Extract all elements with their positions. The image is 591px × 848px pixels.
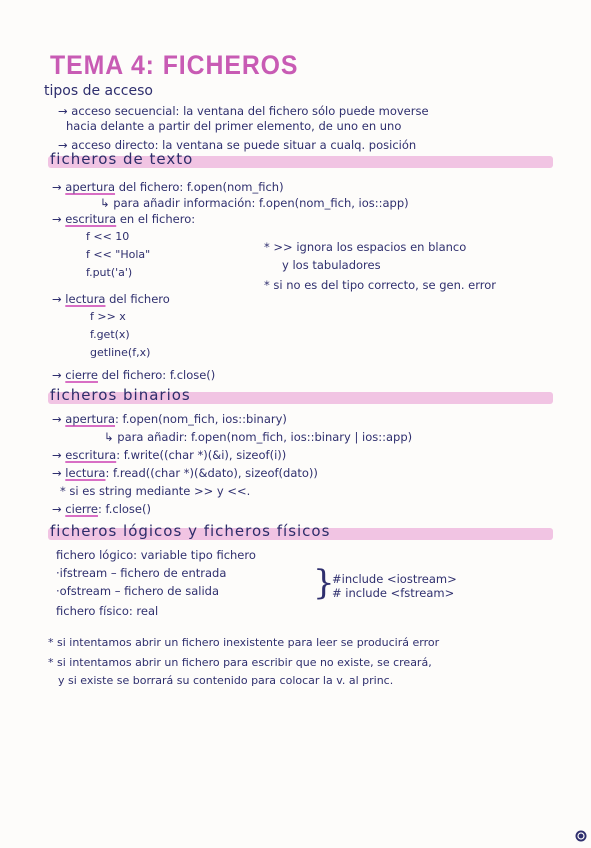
- texto-escritura-text: en el fichero:: [119, 212, 196, 226]
- note-error: * si no es del tipo correcto, se gen. error: [264, 278, 497, 292]
- section-heading-texto: ficheros de texto: [50, 150, 194, 168]
- bin-lectura: → lectura: f.read((char *)(&dato), sizeof(dato)): [52, 466, 318, 480]
- ofstream-line: ·ofstream – fichero de salida: [56, 584, 220, 598]
- texto-escritura: → escritura en el fichero:: [52, 212, 196, 226]
- section-heading-binarios: ficheros binarios: [50, 386, 191, 404]
- keyword-lectura: lectura: [65, 466, 106, 480]
- code-line: f << 10: [86, 230, 130, 243]
- code-line: f << "Hola": [86, 248, 151, 261]
- code-line: f.put('a'): [86, 266, 133, 279]
- keyword-cierre: cierre: [65, 502, 98, 516]
- texto-cierre: → cierre del fichero: f.close(): [52, 368, 216, 382]
- bin-apertura: → apertura: f.open(nom_fich, ios::binary): [52, 412, 287, 426]
- fisico-def: fichero físico: real: [56, 604, 159, 618]
- keyword-lectura: lectura: [65, 292, 106, 306]
- bin-cierre-text: : f.close(): [97, 502, 151, 516]
- keyword-apertura: apertura: [65, 412, 116, 426]
- bin-string-note: * si es string mediante >> y <<.: [60, 484, 251, 498]
- code-line: f >> x: [90, 310, 126, 323]
- note-escritura: * si intentamos abrir un fichero para escribir que no existe, se creará,: [48, 656, 432, 669]
- tipos-heading: tipos de acceso: [44, 83, 153, 99]
- bin-anadir: ↳ para añadir: f.open(nom_fich, ios::binary | ios::app): [104, 430, 413, 444]
- note-lectura-error: * si intentamos abrir un fichero inexistente para leer se producirá error: [48, 636, 440, 649]
- texto-cierre-text: del fichero: f.close(): [101, 368, 216, 382]
- brace-symbol: }: [313, 563, 335, 603]
- keyword-escritura: escritura: [65, 448, 117, 462]
- keyword-escritura: escritura: [65, 212, 117, 226]
- keyword-apertura: apertura: [65, 180, 116, 194]
- bin-apertura-text: : f.open(nom_fich, ios::binary): [115, 412, 287, 426]
- texto-apertura: → apertura del fichero: f.open(nom_fich): [52, 180, 284, 194]
- code-line: getline(f,x): [90, 346, 151, 359]
- circular-logo-icon: [575, 830, 587, 842]
- code-line: f.get(x): [90, 328, 130, 341]
- include-fstream: # include <fstream>: [332, 586, 455, 600]
- ifstream-line: ·ifstream – fichero de entrada: [56, 566, 227, 580]
- bin-cierre: → cierre: f.close(): [52, 502, 151, 516]
- texto-lectura-text: del fichero: [109, 292, 170, 306]
- texto-lectura: → lectura del fichero: [52, 292, 170, 306]
- page-title: TEMA 4: FICHEROS: [50, 50, 299, 80]
- texto-apertura-text: del fichero: f.open(nom_fich): [118, 180, 284, 194]
- bin-escritura-text: : f.write((char *)(&i), sizeof(i)): [116, 448, 287, 462]
- include-iostream: #include <iostream>: [332, 572, 457, 586]
- tipos-line-2: hacia delante a partir del primer elemento, de uno en uno: [66, 119, 402, 133]
- logico-def: fichero lógico: variable tipo fichero: [56, 548, 256, 562]
- bin-escritura: → escritura: f.write((char *)(&i), sizeof(i)): [52, 448, 287, 462]
- section-heading-logicos: ficheros lógicos y ficheros físicos: [50, 522, 331, 540]
- note-borrado: y si existe se borrará su contenido para colocar la v. al princ.: [58, 674, 394, 687]
- texto-anadir: ↳ para añadir información: f.open(nom_fich, ios::app): [100, 196, 409, 210]
- tipos-line-1: → acceso secuencial: la ventana del fichero sólo puede moverse: [58, 104, 429, 118]
- note-tabuladores: y los tabuladores: [282, 258, 381, 272]
- tipos-line-3: → acceso directo: la ventana se puede situar a cualq. posición: [58, 138, 417, 152]
- note-ignora: * >> ignora los espacios en blanco: [264, 240, 467, 254]
- bin-lectura-text: : f.read((char *)(&dato), sizeof(dato)): [105, 466, 318, 480]
- keyword-cierre: cierre: [65, 368, 98, 382]
